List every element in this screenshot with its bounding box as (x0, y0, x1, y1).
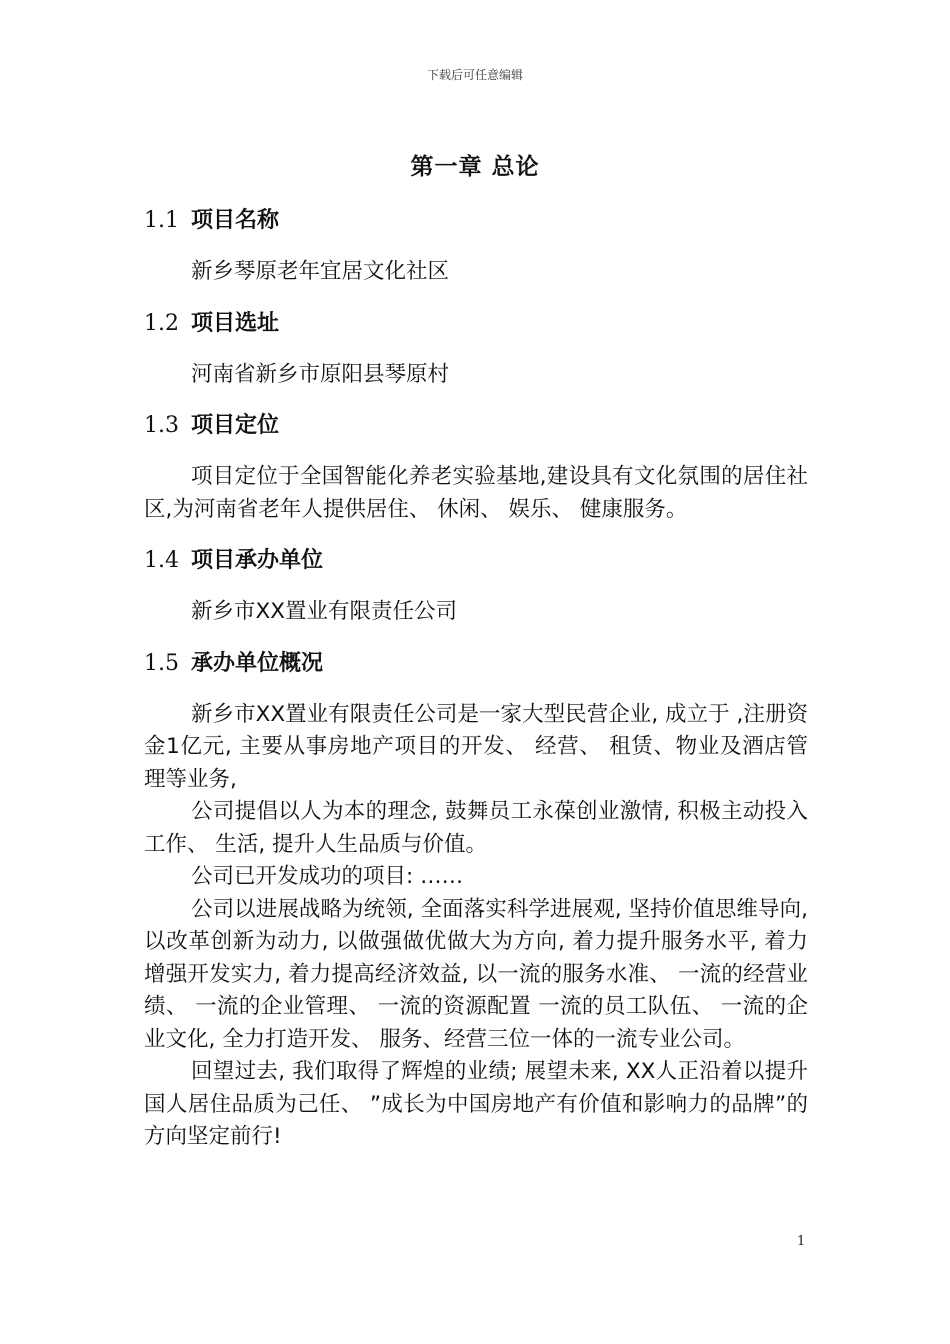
paragraph: 新乡琴原老年宜居文化社区 (191, 259, 450, 284)
section-heading (144, 646, 808, 682)
document-body (144, 203, 815, 1154)
section-title: 项目名称 (191, 208, 280, 233)
paragraph: 河南省新乡市原阳县琴原村 (191, 361, 450, 387)
paragraph: 项目定位于全国智能化养老实验基地,建设具有文化氛围的居住社区,为河南省老年人提供居住、 休闲、 娱乐、 健康服务。 (144, 464, 808, 522)
section-1-2 (144, 306, 808, 392)
paragraph-group (144, 699, 815, 1154)
section-title: 项目定位 (191, 413, 280, 438)
section-title: 承办单位概况 (191, 650, 324, 676)
section-number: 1.3 (144, 413, 179, 438)
section-number: 1.1 (144, 208, 179, 233)
section-number: 1.2 (144, 310, 179, 336)
section-heading (144, 408, 808, 444)
section-number: 1.4 (144, 548, 179, 573)
section-heading (144, 306, 808, 342)
section-1-4 (144, 543, 808, 629)
paragraph: 回望过去, 我们取得了辉煌的业绩; 展望未来, XX人正沿着以提升国人居住品质为己任、 ”成长为中国房地产有价值和影响力的品牌”的方向坚定前行! (144, 1059, 808, 1149)
paragraph: 新乡市XX置业有限责任公司 (191, 599, 457, 624)
header-note: 下载后可任意编辑 (426, 68, 523, 82)
paragraph: 公司已开发成功的项目: …… (191, 864, 464, 889)
section-title: 项目承办单位 (191, 548, 324, 573)
chapter-title: 第一章 总论 (410, 154, 540, 180)
section-heading (144, 203, 808, 239)
paragraph: 公司提倡以人为本的理念, 鼓舞员工永葆创业激情, 积极主动投入工作、 生活, 提升人生品质与价值。 (144, 799, 808, 857)
section-1-1 (144, 203, 808, 289)
section-heading (144, 543, 808, 579)
section-title: 项目选址 (191, 310, 280, 336)
section-1-5 (144, 646, 815, 1154)
section-number: 1.5 (144, 650, 179, 676)
paragraph: 新乡市XX置业有限责任公司是一家大型民营企业, 成立于 ,注册资金1亿元, 主要从事房地产项目的开发、 经营、 租赁、物业及酒店管理等业务, (144, 701, 808, 792)
paragraph: 公司以进展战略为统领, 全面落实科学进展观, 坚持价值思维导向, 以改革创新为动力, 以做强做优做大为方向, 着力提升服务水平, 着力增强开发实力, 着力提高经济效益, 以一流的服务水准、 一流的经营业绩、 一流的企业管理、 一流的资源配置 一流的员工队伍、 一流的企业文化, 全力打造开发、 服务、经营三位一体的一流专业公司。 (144, 896, 815, 1052)
page-number: 1 (797, 1234, 806, 1249)
section-1-3 (144, 408, 808, 526)
